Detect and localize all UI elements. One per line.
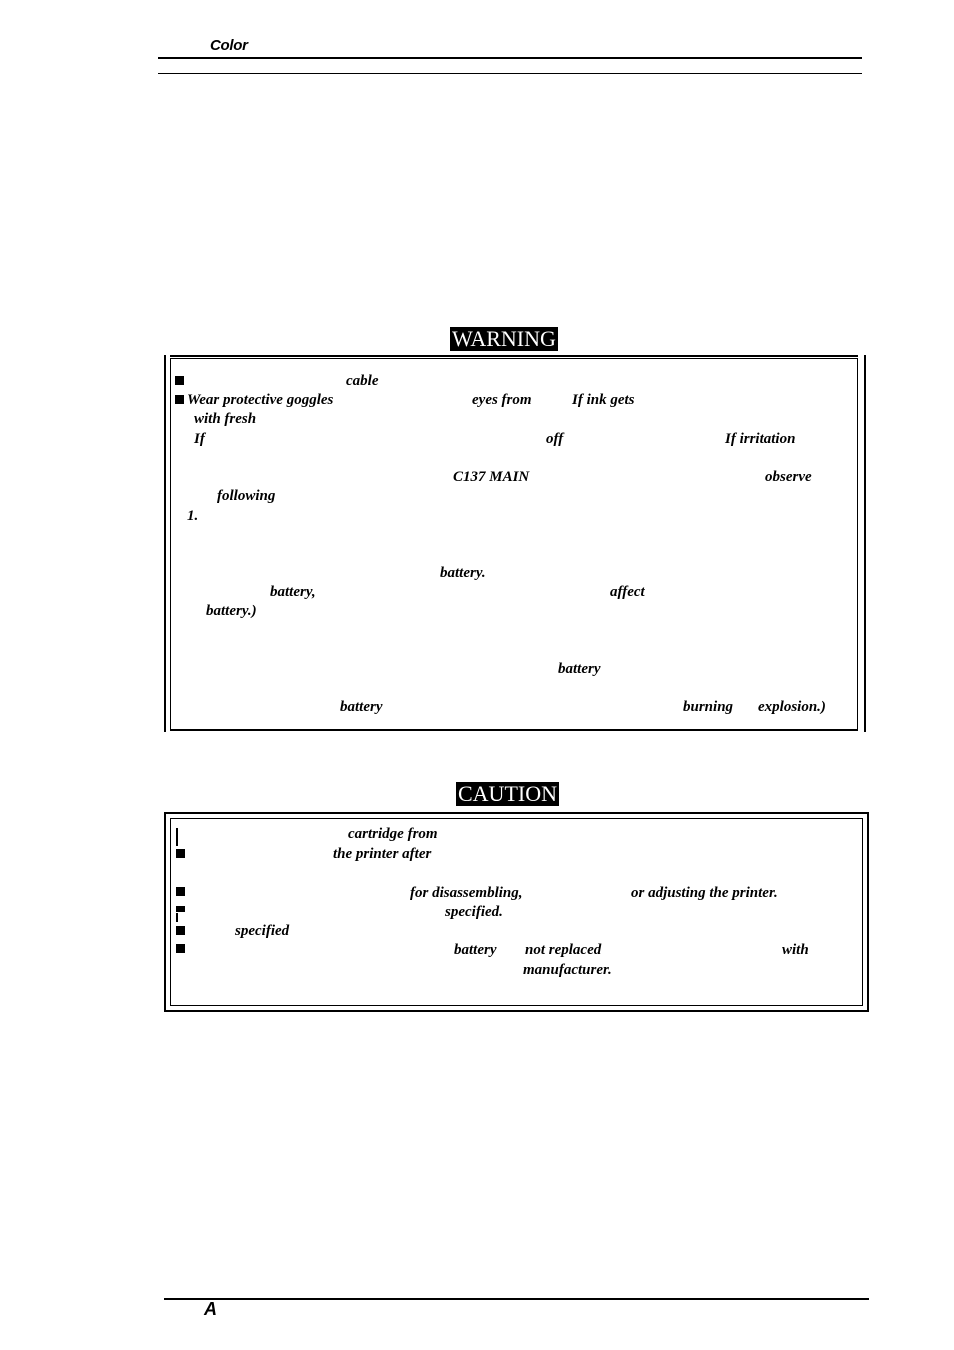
caution-text-fragment: not replaced xyxy=(525,942,602,958)
warning-text-fragment: battery. xyxy=(440,565,486,581)
caution-box-inner-border xyxy=(170,818,863,1006)
bullet-square-icon xyxy=(176,887,185,896)
warning-text-fragment: off xyxy=(546,431,564,447)
warning-text-fragment: 1. xyxy=(187,508,199,524)
warning-text-fragment: C137 MAIN xyxy=(453,469,530,485)
caution-text-fragment: the printer after xyxy=(333,846,432,862)
bullet-square-icon xyxy=(176,906,185,912)
caution-text-fragment: or adjusting the printer. xyxy=(631,885,778,901)
warning-text-fragment: If xyxy=(194,431,205,447)
bullet-square-icon xyxy=(176,849,185,858)
warning-text-fragment: battery, xyxy=(270,584,316,600)
caution-text-fragment: for disassembling, xyxy=(410,885,523,901)
warning-text-fragment: burning xyxy=(683,699,734,715)
warning-text-fragment: If irritation xyxy=(725,431,796,447)
warning-text-fragment: observe xyxy=(765,469,812,485)
warning-text-fragment: Wear protective goggles xyxy=(187,392,334,408)
caution-text-fragment: manufacturer. xyxy=(523,962,612,978)
warning-text-fragment: following xyxy=(217,488,276,504)
warning-label: WARNING xyxy=(452,326,556,351)
warning-box-top-rule xyxy=(170,355,858,357)
caution-text-fragment: specified. xyxy=(445,904,503,920)
caution-text-fragment: battery xyxy=(454,942,497,958)
warning-text-fragment: with fresh xyxy=(194,411,257,427)
warning-text-fragment: eyes from xyxy=(472,392,532,408)
footer-appendix-letter: A xyxy=(204,1299,217,1319)
warning-text-fragment: battery.) xyxy=(206,603,257,619)
warning-text-fragment: battery xyxy=(340,699,383,715)
caution-label: CAUTION xyxy=(458,781,557,806)
page-header-title: Color xyxy=(210,37,248,54)
warning-box-inner-border xyxy=(170,358,858,730)
warning-box-bottom-rule xyxy=(170,729,858,731)
warning-text-fragment: If ink gets xyxy=(572,392,635,408)
header-rule-top xyxy=(158,57,862,59)
caution-text-fragment: with xyxy=(782,942,809,958)
warning-text-fragment: cable xyxy=(346,373,379,389)
warning-text-fragment: battery xyxy=(558,661,601,677)
bullet-bar-icon xyxy=(176,913,178,922)
warning-text-fragment: explosion.) xyxy=(758,699,826,715)
caution-text-fragment: specified xyxy=(235,923,290,939)
bullet-bar-icon xyxy=(176,828,178,846)
bullet-square-icon xyxy=(176,926,185,935)
bullet-square-icon xyxy=(175,376,184,385)
bullet-square-icon xyxy=(175,395,184,404)
caution-text-fragment: cartridge from xyxy=(348,826,438,842)
bullet-square-icon xyxy=(176,944,185,953)
header-rule-bottom xyxy=(158,73,862,74)
warning-text-fragment: affect xyxy=(610,584,645,600)
footer-rule xyxy=(164,1298,869,1300)
